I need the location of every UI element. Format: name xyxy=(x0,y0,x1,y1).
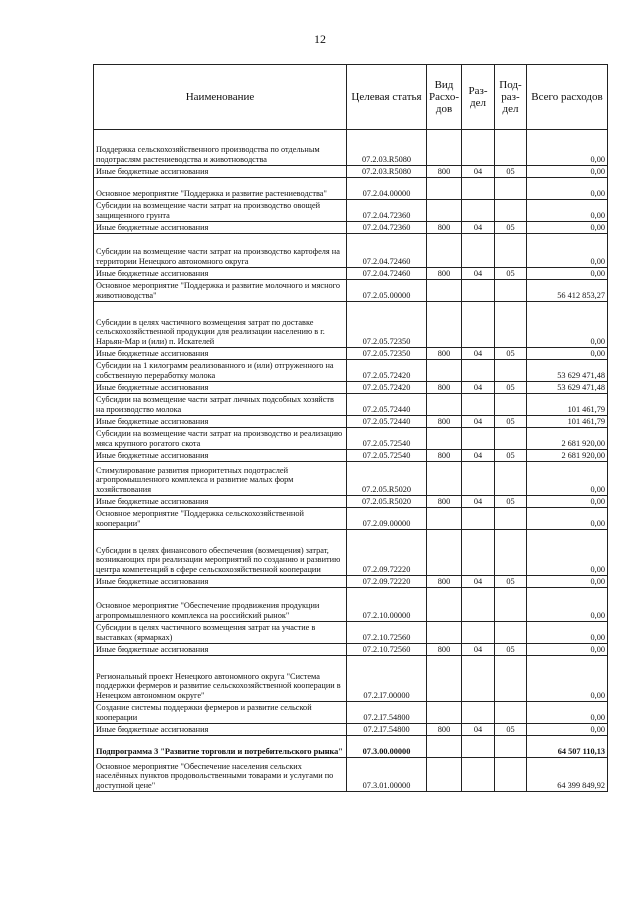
row-section xyxy=(462,394,495,416)
row-name: Субсидии на 1 килограмм реализованного и (или) отгруженного на собственную переработку молока xyxy=(94,360,347,382)
row-name: Создание системы поддержки фермеров и развитие сельской кооперации xyxy=(94,702,347,724)
row-target: 07.2.05.72540 xyxy=(347,450,427,462)
row-subsection xyxy=(495,280,527,302)
row-name: Субсидии на возмещение части затрат на производство и реализацию мяса крупного рогатого скота xyxy=(94,428,347,450)
row-section xyxy=(462,302,495,348)
row-name: Субсидии на возмещение части затрат личных подсобных хозяйств на производство молока xyxy=(94,394,347,416)
row-section: 04 xyxy=(462,348,495,360)
row-total: 0,00 xyxy=(527,576,608,588)
header-total: Всего расходов xyxy=(527,65,608,130)
row-target: 07.2.03.R5080 xyxy=(347,130,427,166)
table-row xyxy=(94,428,608,450)
row-expense-type: 800 xyxy=(427,724,462,736)
row-expense-type xyxy=(427,394,462,416)
row-expense-type xyxy=(427,530,462,576)
row-name: Иные бюджетные ассигнования xyxy=(94,450,347,462)
row-total: 0,00 xyxy=(527,200,608,222)
row-subsection xyxy=(495,758,527,792)
row-subsection xyxy=(495,360,527,382)
row-target: 07.2.10.72560 xyxy=(347,644,427,656)
row-subsection xyxy=(495,178,527,200)
row-section xyxy=(462,178,495,200)
row-section xyxy=(462,758,495,792)
row-subsection xyxy=(495,302,527,348)
row-target: 07.2.04.72460 xyxy=(347,268,427,280)
table-row xyxy=(94,234,608,268)
row-total: 0,00 xyxy=(527,130,608,166)
row-expense-type: 800 xyxy=(427,166,462,178)
row-total: 0,00 xyxy=(527,724,608,736)
table-row xyxy=(94,758,608,792)
row-name: Иные бюджетные ассигнования xyxy=(94,382,347,394)
row-target: 07.2.10.00000 xyxy=(347,588,427,622)
row-expense-type xyxy=(427,588,462,622)
row-subsection: 05 xyxy=(495,576,527,588)
header-type: Вид Расхо-дов xyxy=(427,65,462,130)
row-target: 07.2.09.72220 xyxy=(347,530,427,576)
row-name: Иные бюджетные ассигнования xyxy=(94,724,347,736)
row-section xyxy=(462,428,495,450)
row-name: Основное мероприятие "Поддержка сельскохозяйственной кооперации" xyxy=(94,508,347,530)
header-target: Целевая статья xyxy=(347,65,427,130)
table-header-row xyxy=(94,65,608,130)
table-row xyxy=(94,462,608,496)
row-total: 101 461,79 xyxy=(527,416,608,428)
row-total: 0,00 xyxy=(527,302,608,348)
row-name: Иные бюджетные ассигнования xyxy=(94,348,347,360)
row-name: Основное мероприятие "Обеспечение продвижения продукции агропромышленного комплекса на российский рынок" xyxy=(94,588,347,622)
table-row xyxy=(94,530,608,576)
row-total: 53 629 471,48 xyxy=(527,382,608,394)
row-total: 0,00 xyxy=(527,462,608,496)
table-row xyxy=(94,588,608,622)
row-total: 2 681 920,00 xyxy=(527,428,608,450)
row-total: 0,00 xyxy=(527,622,608,644)
row-subsection: 05 xyxy=(495,348,527,360)
row-target: 07.2.05.72350 xyxy=(347,302,427,348)
row-name: Субсидии в целях частичного возмещения затрат на участие в выставках (ярмарках) xyxy=(94,622,347,644)
row-section xyxy=(462,462,495,496)
row-section xyxy=(462,200,495,222)
row-target: 07.2.I7.54800 xyxy=(347,724,427,736)
row-expense-type: 800 xyxy=(427,222,462,234)
row-section xyxy=(462,234,495,268)
row-section: 04 xyxy=(462,496,495,508)
table-row xyxy=(94,736,608,758)
table-row xyxy=(94,644,608,656)
row-target: 07.2.10.72560 xyxy=(347,622,427,644)
row-total: 0,00 xyxy=(527,166,608,178)
row-section xyxy=(462,622,495,644)
table-body xyxy=(94,130,608,792)
row-total: 0,00 xyxy=(527,234,608,268)
row-target: 07.3.00.00000 xyxy=(347,736,427,758)
table-row xyxy=(94,450,608,462)
row-section xyxy=(462,280,495,302)
row-name: Субсидии в целях частичного возмещения затрат по доставке сельскохозяйственной продукции для реализации населению в г. Нарьян-Мар и (или) п. Искателей xyxy=(94,302,347,348)
row-name: Иные бюджетные ассигнования xyxy=(94,644,347,656)
row-total: 0,00 xyxy=(527,222,608,234)
row-total: 101 461,79 xyxy=(527,394,608,416)
row-section xyxy=(462,588,495,622)
row-expense-type xyxy=(427,200,462,222)
row-total: 2 681 920,00 xyxy=(527,450,608,462)
table-row xyxy=(94,724,608,736)
row-target: 07.2.I7.00000 xyxy=(347,656,427,702)
table-row xyxy=(94,416,608,428)
row-target: 07.2.05.72420 xyxy=(347,382,427,394)
row-subsection xyxy=(495,508,527,530)
row-subsection xyxy=(495,588,527,622)
row-name: Основное мероприятие "Поддержка и развитие молочного и мясного животноводства" xyxy=(94,280,347,302)
row-total: 0,00 xyxy=(527,508,608,530)
row-expense-type xyxy=(427,130,462,166)
row-target: 07.3.01.00000 xyxy=(347,758,427,792)
row-name: Основное мероприятие "Поддержка и развитие растениеводства" xyxy=(94,178,347,200)
header-name: Наименование xyxy=(94,65,347,130)
row-section xyxy=(462,656,495,702)
row-subsection xyxy=(495,428,527,450)
row-expense-type xyxy=(427,462,462,496)
row-subsection: 05 xyxy=(495,416,527,428)
row-name: Субсидии в целях финансового обеспечения (возмещения) затрат, возникающих при реализации мероприятий по созданию и развитию центра компетенций в сфере сельскохозяйственной кооперации xyxy=(94,530,347,576)
table-row xyxy=(94,702,608,724)
row-target: 07.2.05.72440 xyxy=(347,416,427,428)
row-target: 07.2.03.R5080 xyxy=(347,166,427,178)
table-row xyxy=(94,656,608,702)
row-expense-type xyxy=(427,428,462,450)
row-total: 56 412 853,27 xyxy=(527,280,608,302)
row-subsection: 05 xyxy=(495,382,527,394)
row-subsection: 05 xyxy=(495,222,527,234)
row-name: Иные бюджетные ассигнования xyxy=(94,222,347,234)
row-expense-type xyxy=(427,702,462,724)
row-target: 07.2.I7.54800 xyxy=(347,702,427,724)
row-expense-type xyxy=(427,758,462,792)
row-section: 04 xyxy=(462,644,495,656)
row-section: 04 xyxy=(462,724,495,736)
row-total: 53 629 471,48 xyxy=(527,360,608,382)
row-total: 0,00 xyxy=(527,588,608,622)
row-total: 64 399 849,92 xyxy=(527,758,608,792)
table-row xyxy=(94,360,608,382)
row-subsection: 05 xyxy=(495,166,527,178)
row-total: 0,00 xyxy=(527,702,608,724)
row-section xyxy=(462,360,495,382)
row-section xyxy=(462,736,495,758)
row-subsection xyxy=(495,394,527,416)
row-name: Подпрограмма 3 "Развитие торговли и потребительского рынка" xyxy=(94,736,347,758)
row-expense-type: 800 xyxy=(427,416,462,428)
table-row xyxy=(94,302,608,348)
row-section: 04 xyxy=(462,382,495,394)
row-subsection xyxy=(495,622,527,644)
row-subsection xyxy=(495,234,527,268)
row-total: 0,00 xyxy=(527,496,608,508)
table-row xyxy=(94,496,608,508)
row-subsection xyxy=(495,656,527,702)
header-subsection: Под-раз-дел xyxy=(495,65,527,130)
row-name: Иные бюджетные ассигнования xyxy=(94,496,347,508)
table-row xyxy=(94,178,608,200)
row-target: 07.2.05.R5020 xyxy=(347,462,427,496)
row-subsection xyxy=(495,736,527,758)
row-target: 07.2.05.R5020 xyxy=(347,496,427,508)
row-name: Иные бюджетные ассигнования xyxy=(94,166,347,178)
row-total: 0,00 xyxy=(527,656,608,702)
row-name: Субсидии на возмещение части затрат на производство картофеля на территории Ненецкого автономного округа xyxy=(94,234,347,268)
row-target: 07.2.05.72350 xyxy=(347,348,427,360)
row-subsection xyxy=(495,462,527,496)
page-number: 12 xyxy=(314,32,326,46)
table-row xyxy=(94,166,608,178)
row-name: Субсидии на возмещение части затрат на производство овощей защищенного грунта xyxy=(94,200,347,222)
table-row xyxy=(94,280,608,302)
table-row xyxy=(94,576,608,588)
row-total: 0,00 xyxy=(527,268,608,280)
row-section xyxy=(462,530,495,576)
row-subsection xyxy=(495,130,527,166)
row-name: Основное мероприятие "Обеспечение населения сельских населённых пунктов продовольственными товарами и услугами по доступной цене" xyxy=(94,758,347,792)
row-expense-type xyxy=(427,280,462,302)
table-row xyxy=(94,394,608,416)
header-section: Раз-дел xyxy=(462,65,495,130)
row-name: Иные бюджетные ассигнования xyxy=(94,268,347,280)
row-section: 04 xyxy=(462,268,495,280)
row-name: Иные бюджетные ассигнования xyxy=(94,576,347,588)
row-subsection: 05 xyxy=(495,496,527,508)
row-total: 0,00 xyxy=(527,348,608,360)
row-target: 07.2.09.72220 xyxy=(347,576,427,588)
table-row xyxy=(94,382,608,394)
table-row xyxy=(94,200,608,222)
row-total: 0,00 xyxy=(527,530,608,576)
row-target: 07.2.05.00000 xyxy=(347,280,427,302)
row-expense-type: 800 xyxy=(427,450,462,462)
row-section: 04 xyxy=(462,450,495,462)
table-row xyxy=(94,130,608,166)
row-subsection xyxy=(495,200,527,222)
row-expense-type: 800 xyxy=(427,348,462,360)
row-name: Иные бюджетные ассигнования xyxy=(94,416,347,428)
row-total: 0,00 xyxy=(527,644,608,656)
row-name: Стимулирование развития приоритетных подотраслей агропромышленного комплекса и развитие малых форм хозяйствования xyxy=(94,462,347,496)
row-expense-type xyxy=(427,622,462,644)
row-section xyxy=(462,130,495,166)
row-target: 07.2.09.00000 xyxy=(347,508,427,530)
row-expense-type xyxy=(427,508,462,530)
row-subsection: 05 xyxy=(495,268,527,280)
row-target: 07.2.04.72460 xyxy=(347,234,427,268)
table-row xyxy=(94,222,608,234)
row-name: Региональный проект Ненецкого автономного округа "Система поддержки фермеров и развитие сельскохозяйственной кооперации в Ненецком автономном округе" xyxy=(94,656,347,702)
row-target: 07.2.05.72540 xyxy=(347,428,427,450)
table-row xyxy=(94,622,608,644)
row-section xyxy=(462,702,495,724)
row-expense-type: 800 xyxy=(427,644,462,656)
row-total: 0,00 xyxy=(527,178,608,200)
row-subsection xyxy=(495,530,527,576)
row-expense-type xyxy=(427,360,462,382)
row-expense-type: 800 xyxy=(427,496,462,508)
row-name: Поддержка сельскохозяйственного производства по отдельным подотраслям растениеводства и животноводства xyxy=(94,130,347,166)
row-subsection xyxy=(495,702,527,724)
row-subsection: 05 xyxy=(495,644,527,656)
row-section: 04 xyxy=(462,166,495,178)
row-expense-type: 800 xyxy=(427,576,462,588)
row-target: 07.2.05.72420 xyxy=(347,360,427,382)
row-subsection: 05 xyxy=(495,450,527,462)
row-subsection: 05 xyxy=(495,724,527,736)
row-target: 07.2.05.72440 xyxy=(347,394,427,416)
row-section: 04 xyxy=(462,576,495,588)
row-expense-type xyxy=(427,736,462,758)
row-expense-type xyxy=(427,656,462,702)
budget-table xyxy=(93,64,608,792)
table-row xyxy=(94,508,608,530)
row-expense-type xyxy=(427,234,462,268)
table-row xyxy=(94,268,608,280)
row-expense-type xyxy=(427,178,462,200)
row-total: 64 507 110,13 xyxy=(527,736,608,758)
row-section: 04 xyxy=(462,416,495,428)
row-target: 07.2.04.00000 xyxy=(347,178,427,200)
row-target: 07.2.04.72360 xyxy=(347,200,427,222)
row-expense-type xyxy=(427,302,462,348)
table-row xyxy=(94,348,608,360)
row-expense-type: 800 xyxy=(427,382,462,394)
row-section: 04 xyxy=(462,222,495,234)
row-expense-type: 800 xyxy=(427,268,462,280)
row-section xyxy=(462,508,495,530)
row-target: 07.2.04.72360 xyxy=(347,222,427,234)
